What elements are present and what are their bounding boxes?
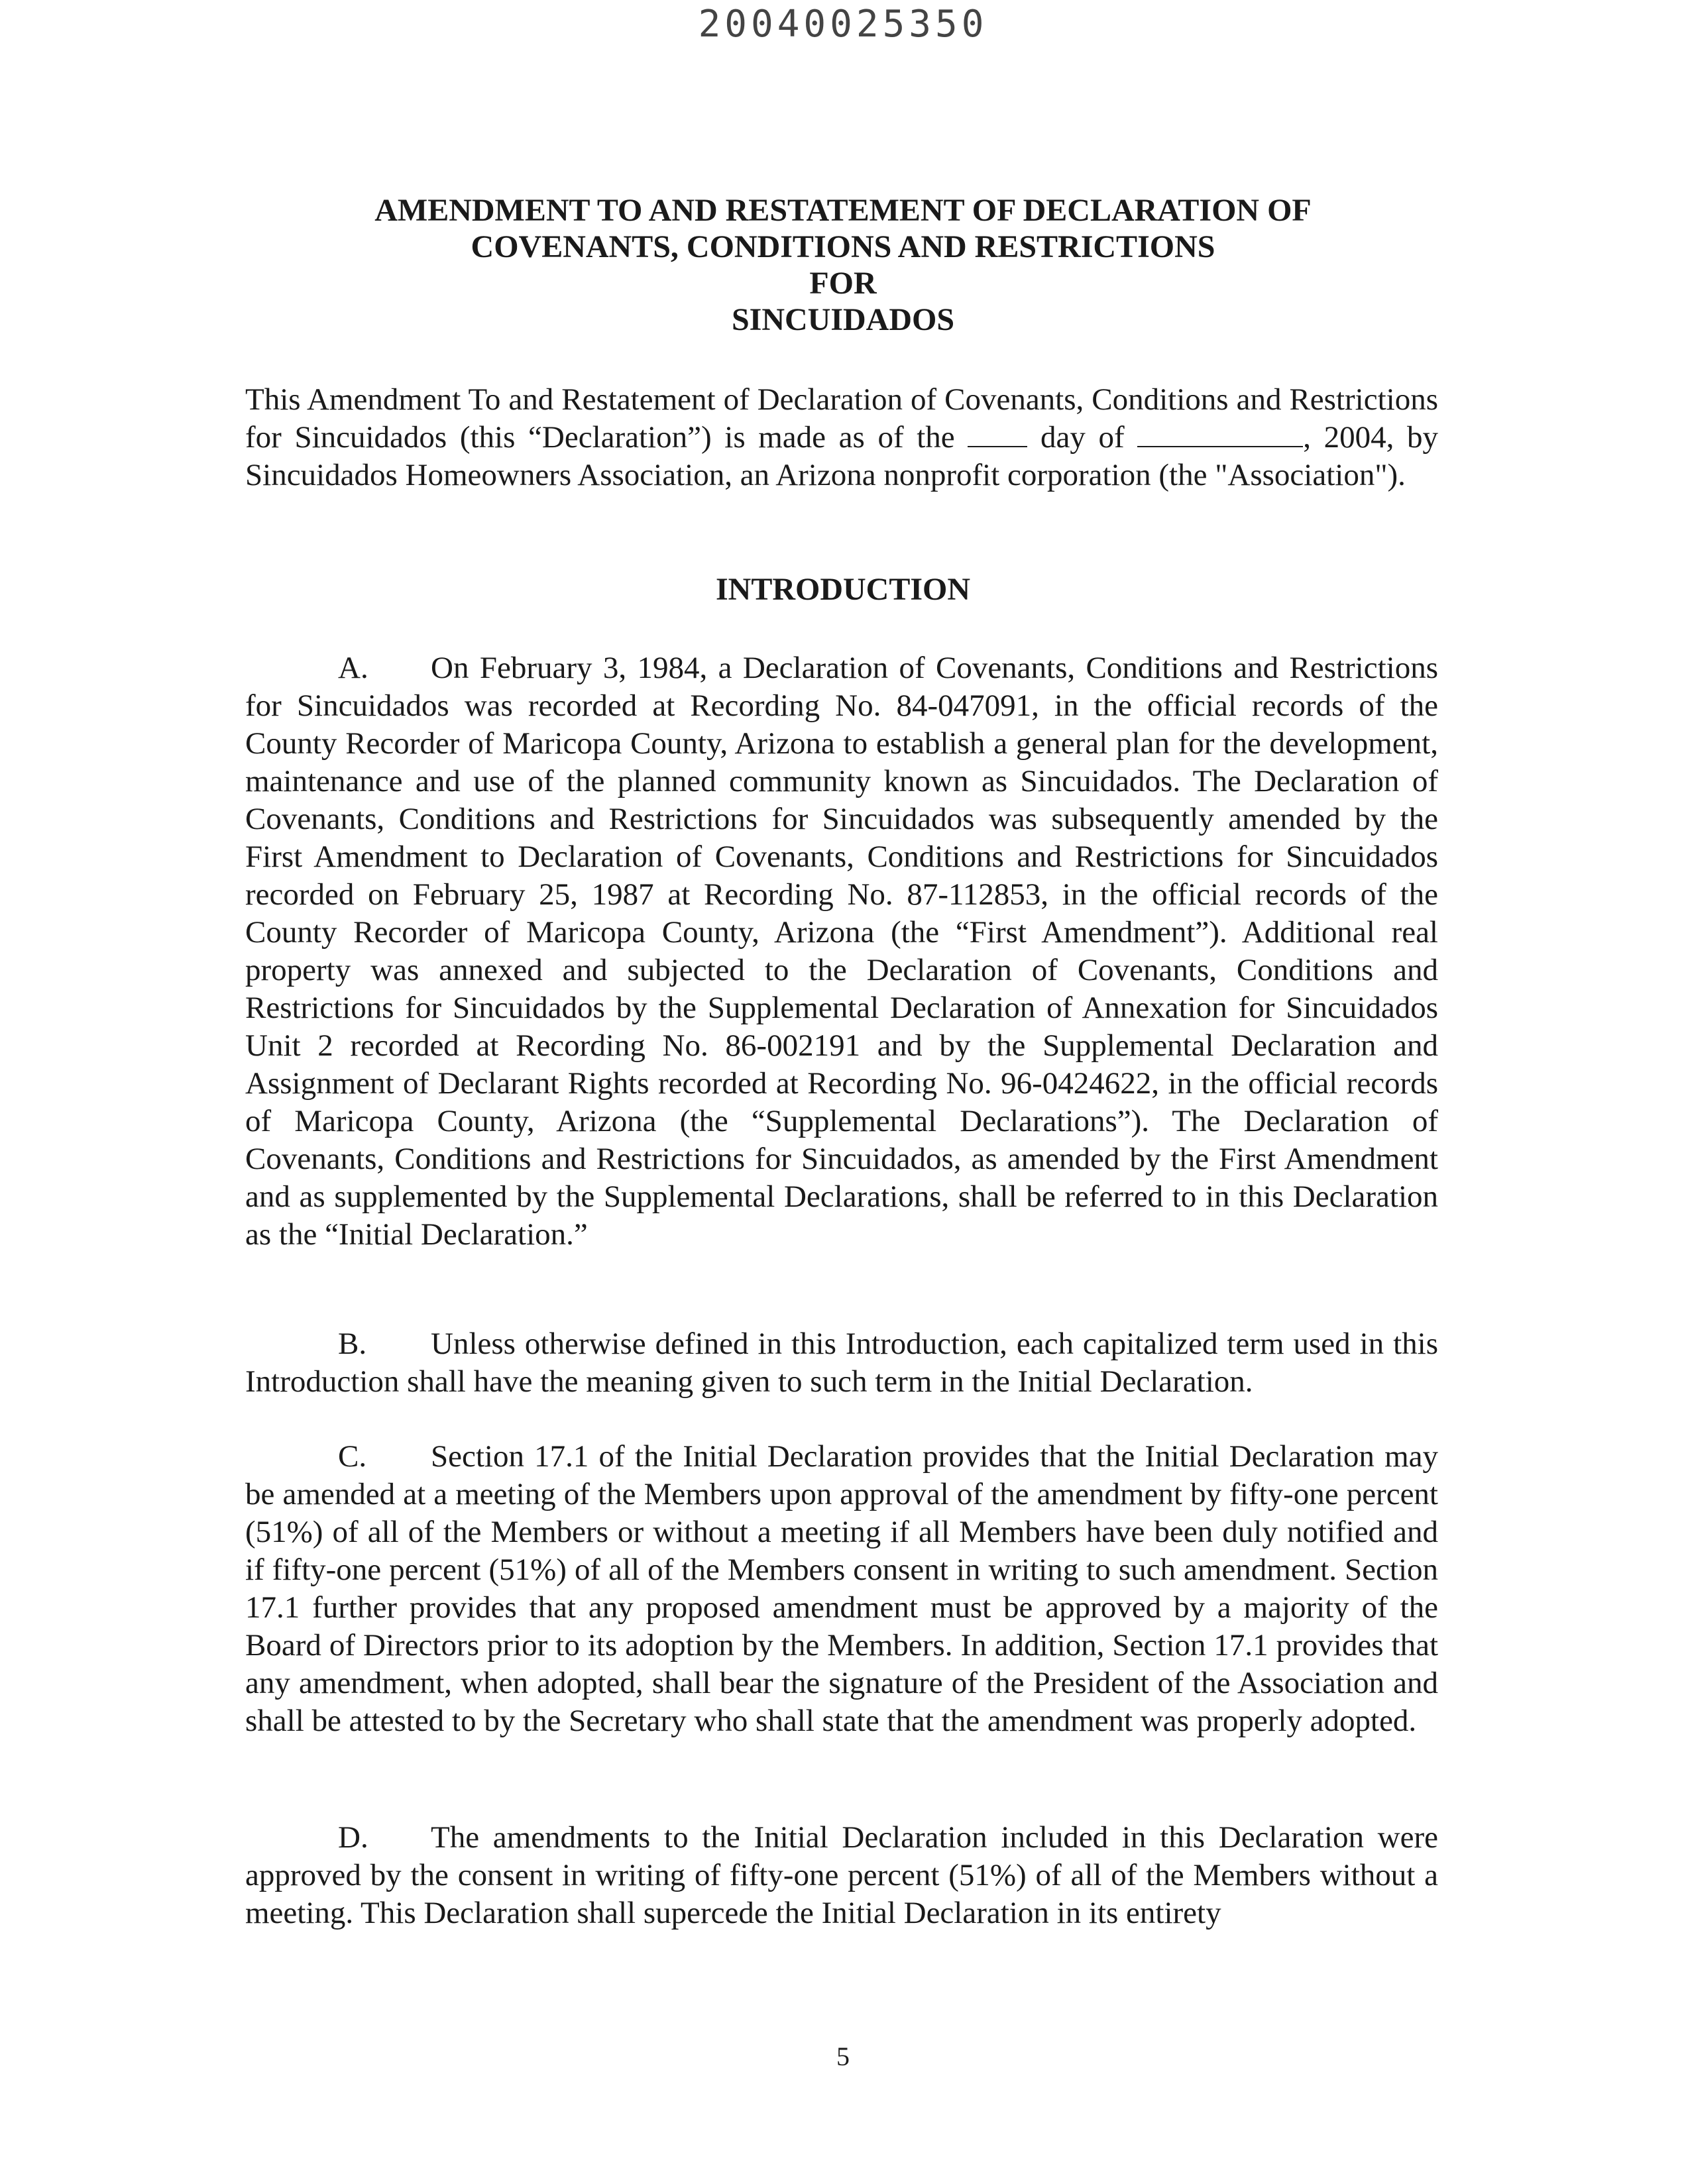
recording-number: 20040025350 [698, 3, 988, 46]
intro-text-1: This Amendment To and Restatement of Declaration of Covenants, Conditions and Restrictions for Sincuidados (this “Declaration”) is made as of the [245, 382, 1438, 455]
paragraph-text: Section 17.1 of the Initial Declaration provides that the Initial Declaration may be amended at a meeting of the Members upon approval of the amendment by fifty-one percent (51%) of all of the Members or without a meeting if all Members have been duly notified and if fifty-one percent (51%) of all of the Members consent in writing to such amendment. Section 17.1 further provides that any proposed amendment must be approved by a majority of the Board of Directors prior to its adoption by the Members. In addition, Section 17.1 provides that any amendment, when adopted, shall bear the signature of the President of the Association and shall be attested to by the Secretary who shall state that the amendment was properly adopted. [245, 1439, 1438, 1738]
paragraph-label: B. [338, 1327, 367, 1361]
document-title [0, 192, 1686, 338]
day-blank [968, 419, 1027, 447]
paragraph-c [245, 1438, 1438, 1740]
section-heading: INTRODUCTION [715, 572, 971, 607]
month-blank [1137, 419, 1303, 447]
paragraph-label: A. [338, 651, 368, 685]
paragraph-d [245, 1819, 1438, 1932]
paragraph-label: C. [338, 1439, 367, 1474]
paragraph-text: Unless otherwise defined in this Introduction, each capitalized term used in this Introduction shall have the meaning given to such term in the Initial Declaration. [245, 1327, 1438, 1399]
title-line-3: FOR [809, 266, 877, 301]
title-line-4: SINCUIDADOS [731, 302, 955, 337]
paragraph-a [245, 649, 1438, 1254]
title-line-1: AMENDMENT TO AND RESTATEMENT OF DECLARATION OF [374, 193, 1312, 228]
paragraph-text: On February 3, 1984, a Declaration of Covenants, Conditions and Restrictions for Sincuidados was recorded at Recording No. 84-047091, in the official records of the County Recorder of Maricopa County, Arizona to establish a general plan for the development, maintenance and use of the planned community known as Sincuidados. The Declaration of Covenants, Conditions and Restrictions for Sincuidados was subsequently amended by the First Amendment to Declaration of Covenants, Conditions and Restrictions for Sincuidados recorded on February 25, 1987 at Recording No. 87-112853, in the official records of the County Recorder of Maricopa County, Arizona (the “First Amendment”). Additional real property was annexed and subjected to the Declaration of Covenants, Conditions and Restrictions for Sincuidados by the Supplemental Declaration of Annexation for Sincuidados Unit 2 recorded at Recording No. 86-002191 and by the Supplemental Declaration and Assignment of Declarant Rights recorded at Recording No. 96-0424622, in the official records of Maricopa County, Arizona (the “Supplemental Declarations”). The Declaration of Covenants, Conditions and Restrictions for Sincuidados, as amended by the First Amendment and as supplemented by the Supplemental Declarations, shall be referred to in this Declaration as the “Initial Declaration.” [245, 651, 1438, 1252]
paragraph-b [245, 1325, 1438, 1401]
page-number: 5 [836, 2042, 850, 2071]
intro-text-2: day of [1040, 420, 1125, 455]
intro-text-3: , 2004, by Sincuidados Homeowners Association, an Arizona nonprofit corporation (the "Association"). [245, 420, 1439, 492]
paragraph-label: D. [338, 1820, 368, 1855]
paragraph-text: The amendments to the Initial Declaration included in this Declaration were approved by the consent in writing of fifty-one percent (51%) of all of the Members without a meeting. This Declaration shall supercede the Initial Declaration in its entirety [245, 1820, 1438, 1930]
intro-paragraph [245, 381, 1438, 494]
title-line-2: COVENANTS, CONDITIONS AND RESTRICTIONS [471, 229, 1215, 264]
